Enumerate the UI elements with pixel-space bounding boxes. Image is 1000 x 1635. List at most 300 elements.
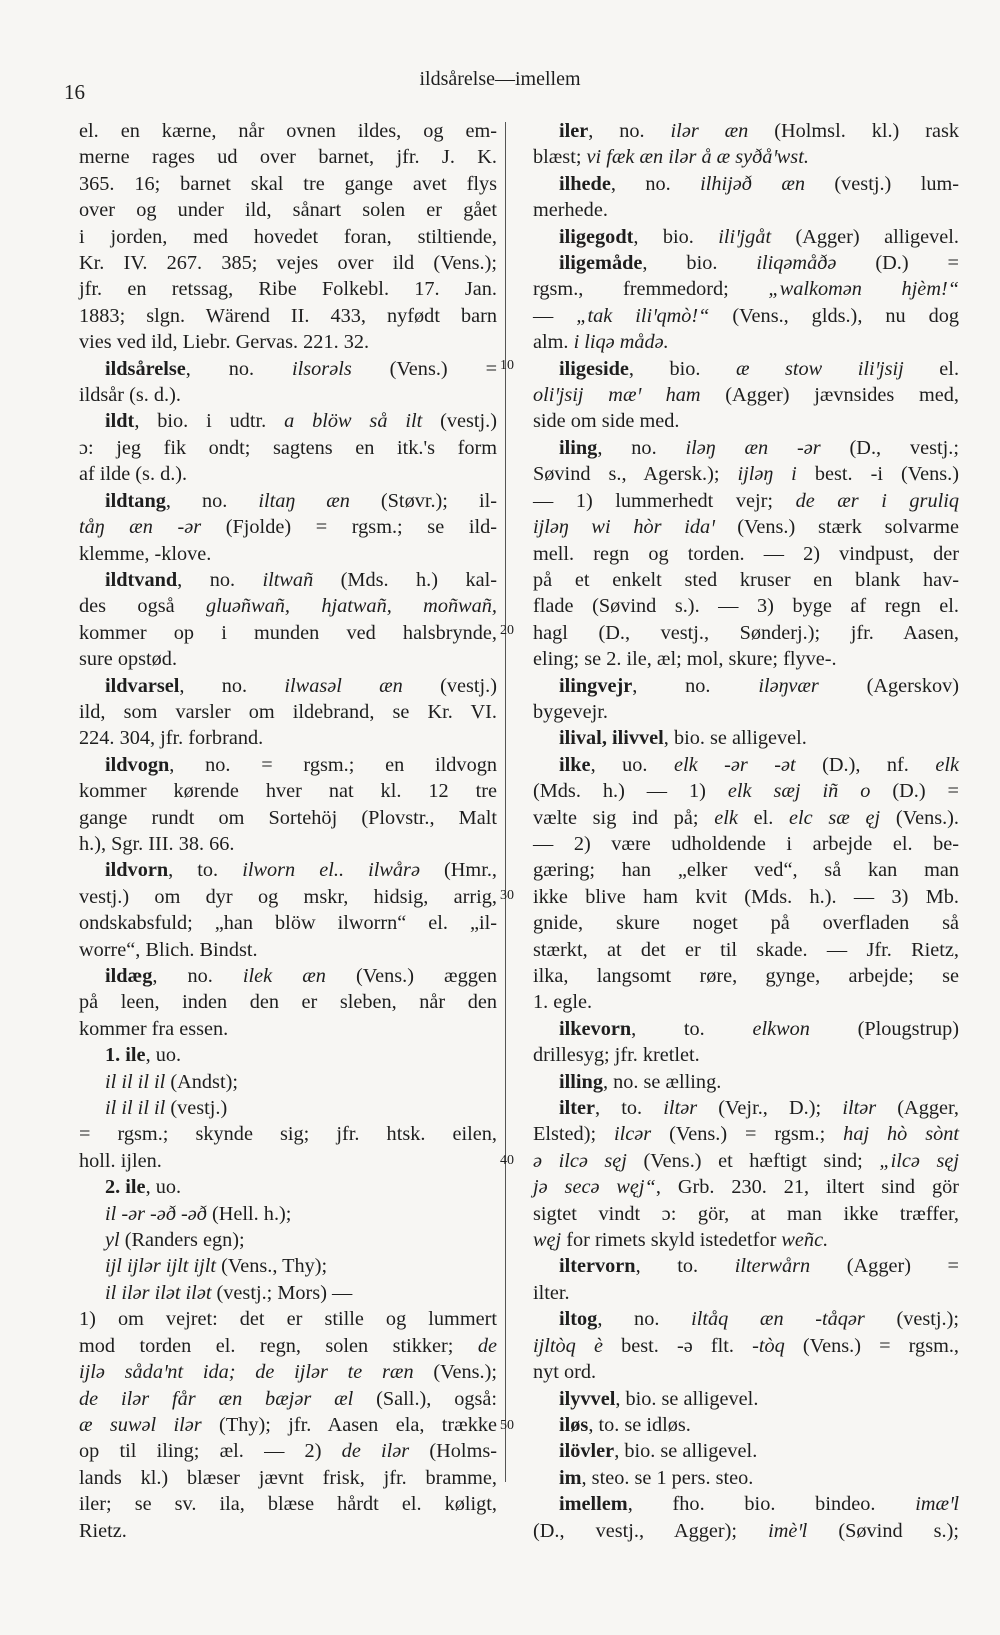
line-text: (Vens.) = rgsm.,	[784, 1334, 959, 1357]
line-text: for rimets skyld istedetfor	[561, 1229, 782, 1252]
line-text: 1883; slgn. Wärend II. 433, nyfødt barn	[79, 304, 497, 327]
text-line	[533, 1438, 959, 1464]
text-line	[79, 1306, 497, 1332]
text-line	[79, 805, 497, 831]
line-text: , no.	[185, 357, 292, 380]
text-line	[533, 778, 959, 804]
line-text: i jorden, med hovedet foran, stiltiende,	[79, 225, 497, 248]
line-text: , to. se idløs.	[588, 1413, 691, 1436]
text-line	[533, 673, 959, 699]
headword: iltervorn	[559, 1255, 636, 1278]
headword: ilkevorn	[559, 1017, 632, 1040]
line-text: , no.	[152, 965, 243, 987]
line-text: side om side med.	[533, 410, 680, 433]
dialect-form: a blöw så ilt	[284, 410, 423, 433]
text-line	[533, 884, 959, 910]
dialect-form: de	[477, 1334, 497, 1357]
text-line	[79, 171, 497, 197]
line-text: ɔ: jeg fik ondt; sagtens en itk.'s form	[79, 436, 497, 459]
text-line	[533, 514, 959, 540]
text-line	[79, 250, 497, 276]
line-text: el. en kærne, når ovnen ildes, og em-	[79, 120, 497, 142]
dialect-form: oliꞌjsij mæꞌ ham	[533, 384, 701, 407]
dialect-form: haj hò sònt	[843, 1123, 959, 1146]
line-text: 224. 304, jfr. forbrand.	[79, 727, 264, 750]
line-text: mod torden el. regn, solen stikker;	[79, 1334, 478, 1357]
line-text: (Vens.) et hæftigt sind;	[626, 1149, 880, 1172]
line-text: holl. ijlen.	[79, 1149, 162, 1172]
headword: iler	[559, 120, 589, 142]
dialect-form: elkwon	[752, 1017, 810, 1040]
line-text: —	[533, 304, 577, 327]
line-text: (Agger) alligevel.	[771, 225, 960, 248]
text-line	[79, 1227, 497, 1253]
line-text: ondskabsfuld; „han blöw ilworrn“ el. „il-	[79, 912, 497, 935]
text-line	[79, 1518, 497, 1544]
headword: ilter	[559, 1097, 596, 1120]
headword: iltog	[559, 1308, 598, 1331]
headword: ildvogn	[105, 753, 170, 776]
line-text: , bio. se alligevel.	[615, 1387, 759, 1410]
text-line	[533, 963, 959, 989]
text-line	[533, 435, 959, 461]
line-text: 1) om vejret: det er stille og lummert	[79, 1308, 497, 1331]
text-line	[79, 276, 497, 302]
line-text: (Vens.).	[880, 806, 959, 829]
line-text: (Støvr.); il-	[349, 489, 497, 512]
text-line	[533, 699, 959, 725]
line-text: (Mds. h.) — 1)	[533, 780, 728, 803]
text-line	[533, 1253, 959, 1279]
line-text: ilka, langsomt røre, gynge, arbejde; se	[533, 965, 959, 987]
text-line	[533, 1518, 959, 1544]
line-text: (Vens., Thy);	[216, 1255, 328, 1278]
line-text: (D.) =	[836, 252, 959, 275]
line-number-marker: 50	[500, 1418, 514, 1433]
dialect-form: æ suwəl ilər	[79, 1413, 202, 1436]
headword: ildt	[105, 410, 135, 433]
line-text: alm.	[533, 331, 574, 354]
line-text: , to.	[635, 1255, 735, 1278]
line-text: vælte sig ind på;	[533, 806, 715, 829]
text-line	[79, 435, 497, 461]
text-line	[79, 1174, 497, 1200]
text-line	[79, 1465, 497, 1491]
text-line	[79, 1148, 497, 1174]
text-line	[533, 1227, 959, 1253]
dialect-form: de ilər får æn bæjər æl	[79, 1387, 354, 1410]
dialect-form: ijlə sådaꞌnt ida; de ijlər te ræn	[79, 1361, 414, 1384]
line-text: Søvind s., Agersk.);	[533, 463, 738, 486]
line-text: , no.	[177, 568, 263, 591]
line-text: på et enkelt sted kruser en blank hav-	[533, 568, 959, 591]
text-line	[79, 461, 497, 487]
line-text: , steo. se 1 pers. steo.	[581, 1466, 754, 1489]
text-line	[533, 1174, 959, 1200]
line-text: bygevejr.	[533, 700, 608, 723]
line-text: klemme, -klove.	[79, 542, 212, 565]
line-number-marker: 30	[500, 888, 514, 903]
dialect-form: iltaŋ æn	[258, 489, 350, 512]
text-line	[79, 329, 497, 355]
text-line	[79, 752, 497, 778]
line-text: kommer kørende hver nat kl. 12 tre	[79, 780, 497, 803]
line-text: (Mds. h.) kal-	[313, 568, 497, 591]
line-text: = rgsm.; skynde sig; jfr. htsk. eilen,	[79, 1123, 497, 1146]
dialect-form: il -ər -əð -əð	[105, 1202, 207, 1225]
dialect-form: ijl ijlər ijlt ijlt	[105, 1255, 216, 1278]
line-text: , no.	[588, 120, 671, 142]
line-number-marker: 40	[500, 1153, 514, 1168]
line-text: , no. se ælling.	[602, 1070, 722, 1093]
text-line	[79, 1016, 497, 1042]
line-text: des også	[79, 595, 207, 618]
dialect-form: jə secə węj“	[533, 1176, 656, 1199]
line-text: (Vens., glds.), nu dog	[709, 304, 959, 327]
headword: ildvarsel	[105, 674, 180, 697]
text-line	[533, 461, 959, 487]
dialect-form: elk sæj iñ o	[727, 780, 871, 803]
line-text: (D.), nf.	[795, 753, 936, 776]
text-line	[79, 197, 497, 223]
headword: ildsårelse	[105, 357, 186, 380]
line-text: (Andst);	[165, 1070, 238, 1093]
line-text: sigtet vindt ɔ: gör, at man ikke træffer,	[533, 1202, 959, 1225]
line-text: (Agger) jævnsides med,	[700, 384, 959, 407]
dialect-form: ijləŋ wi hòr idaꞌ	[533, 516, 715, 539]
text-line	[533, 144, 959, 170]
headword: iligeside	[559, 357, 629, 380]
headword: 1. ile	[105, 1044, 146, 1067]
line-text: (vestj.)	[165, 1097, 228, 1120]
text-line	[533, 382, 959, 408]
text-line	[533, 1491, 959, 1517]
line-number-marker: 20	[500, 623, 514, 638]
line-text: (Vens.) =	[351, 357, 498, 380]
dialect-form: ilcər	[614, 1123, 652, 1146]
text-line	[79, 593, 497, 619]
text-line	[533, 567, 959, 593]
text-line	[533, 1412, 959, 1438]
dialect-form: gluəñwañ, hjatwañ, moñwañ,	[206, 595, 497, 618]
line-text: 1. egle.	[533, 991, 593, 1014]
text-line	[533, 408, 959, 434]
line-text: , uo.	[145, 1176, 182, 1199]
text-line	[533, 488, 959, 514]
text-line	[79, 1121, 497, 1147]
dialect-form: de ilər	[341, 1440, 410, 1463]
line-text: (vestj.; Mors) —	[211, 1281, 353, 1304]
line-text: sure opstød.	[79, 648, 178, 671]
line-text: rgsm., fremmedord;	[533, 278, 769, 301]
dialect-form: elk -ər -ət	[673, 753, 796, 776]
text-line	[79, 910, 497, 936]
line-text: , no. = rgsm.; en ildvogn	[169, 753, 497, 776]
line-text: ild, som varsler om ildebrand, se Kr. VI.	[79, 700, 497, 723]
dialect-form: il il il il	[105, 1070, 166, 1093]
text-line	[79, 963, 497, 989]
line-text: , bio. se alligevel.	[663, 727, 807, 750]
line-text: (Holmsl. kl.) rask	[748, 120, 960, 142]
line-text: , bio. se alligevel.	[614, 1440, 758, 1463]
headword: iling	[559, 436, 598, 459]
dialect-form: „tak iliꞌqmò!“	[576, 304, 710, 327]
text-line	[533, 937, 959, 963]
headword: ildæg	[105, 965, 153, 987]
dialect-form: ilterwårn	[734, 1255, 811, 1278]
line-text: iler; se sv. ila, blæse hårdt el. køligt,	[79, 1493, 497, 1516]
text-line	[79, 514, 497, 540]
line-text: merne rages ud over barnet, jfr. J. K.	[79, 146, 497, 169]
line-text: worre“, Blich. Bindst.	[79, 938, 258, 961]
dialect-form: iltər	[842, 1097, 877, 1120]
text-line	[79, 857, 497, 883]
line-text: — 2) være udholdende i arbejde el. be-	[533, 832, 959, 855]
dialect-form: il ilər ilət ilət	[105, 1281, 212, 1304]
line-text: flade (Søvind s.). — 3) byge af regn el.	[533, 595, 959, 618]
dialect-form: ilek æn	[242, 965, 326, 987]
dialect-form: elk	[935, 753, 959, 776]
line-text: op til iling; æl. — 2)	[79, 1440, 342, 1463]
dialect-form: i liqə mådə.	[573, 331, 669, 354]
line-text: , to.	[595, 1097, 664, 1120]
line-text: på leen, inden den er sleben, når den	[79, 991, 497, 1014]
headword: ilyvvel	[559, 1387, 616, 1410]
text-line	[79, 778, 497, 804]
line-text: (vestj.)	[402, 674, 498, 697]
dialect-form: iliꞌjgåt	[718, 225, 772, 248]
line-text: (Vejr., D.);	[697, 1097, 843, 1120]
dialect-form: ilsorəls	[292, 357, 352, 380]
text-line	[533, 1016, 959, 1042]
dialect-form: „walkomən hjèm!“	[768, 278, 959, 301]
text-line	[533, 224, 959, 250]
headword: ildvorn	[105, 859, 169, 882]
line-text: gæring; han „elker ved“, så kan man	[533, 859, 959, 882]
text-line	[533, 1148, 959, 1174]
dialect-form: -tòq	[752, 1334, 785, 1357]
text-line	[79, 1095, 497, 1121]
line-text: best. -ə flt.	[602, 1334, 753, 1357]
line-text: drillesyg; jfr. kretlet.	[533, 1044, 700, 1067]
headword: ilövler	[559, 1440, 615, 1463]
dialect-form: ilworn el.. ilwårə	[242, 859, 420, 882]
headword: 2. ile	[105, 1176, 146, 1199]
text-line	[533, 171, 959, 197]
text-line	[533, 857, 959, 883]
line-text: ildsår (s. d.).	[79, 384, 181, 407]
text-line	[79, 673, 497, 699]
text-line	[533, 831, 959, 857]
text-line	[79, 989, 497, 1015]
line-text: (Vens.) = rgsm.;	[651, 1123, 844, 1146]
text-line	[533, 250, 959, 276]
line-text: (Thy); jfr. Aasen ela, trække	[201, 1413, 497, 1436]
line-text: , bio. i udtr.	[134, 410, 285, 433]
dialect-form: iləŋ æn -ər	[685, 436, 821, 459]
line-text: (vestj.) lum-	[805, 172, 960, 195]
text-line	[79, 620, 497, 646]
line-text: af ilde (s. d.).	[79, 463, 188, 486]
text-line	[79, 303, 497, 329]
text-line	[533, 620, 959, 646]
dialect-form: iləŋvær	[758, 674, 819, 697]
line-text: , no.	[179, 674, 285, 697]
dialect-form: iltər	[663, 1097, 698, 1120]
text-line	[533, 118, 959, 144]
text-line	[79, 118, 497, 144]
text-line	[533, 1280, 959, 1306]
line-text: (Holms-	[409, 1440, 497, 1463]
dialect-form: iltåq æn -tåqər	[691, 1308, 865, 1331]
dialect-form: tåŋ æn -ər	[79, 516, 202, 539]
line-text: kommer op i munden ved halsbrynde,	[79, 621, 497, 644]
dialect-form: węj	[533, 1229, 562, 1252]
line-text: — 1) lummerhedt vejr;	[533, 489, 796, 512]
dialect-form: de ær i gruliq	[795, 489, 960, 512]
text-line	[79, 1069, 497, 1095]
text-line	[533, 1386, 959, 1412]
text-line	[533, 646, 959, 672]
line-text: el.	[737, 806, 790, 829]
line-text: Elsted);	[533, 1123, 614, 1146]
headword: iløs	[559, 1413, 589, 1436]
dialect-form: elc sæ ęj	[789, 806, 881, 829]
text-line	[533, 910, 959, 936]
text-line	[533, 1306, 959, 1332]
dialect-form: elk	[714, 806, 738, 829]
line-text: , no.	[597, 1308, 692, 1331]
text-line	[79, 1412, 497, 1438]
line-text: mell. regn og torden. — 2) vindpust, der	[533, 542, 959, 565]
dialect-form: ilwasəl æn	[284, 674, 403, 697]
dialect-form: yl	[105, 1229, 120, 1252]
line-text: best. -i (Vens.)	[796, 463, 960, 486]
dialect-form: weñc.	[781, 1229, 829, 1252]
text-line	[533, 541, 959, 567]
text-line	[79, 937, 497, 963]
line-text: (D.) =	[870, 780, 959, 803]
line-text: (Agerskov)	[818, 674, 959, 697]
column-divider	[505, 122, 506, 1482]
text-line	[533, 1042, 959, 1068]
line-text: (D., vestj., Agger);	[533, 1519, 769, 1542]
line-text: merhede.	[533, 199, 608, 222]
text-line	[79, 382, 497, 408]
line-text: , bio.	[642, 252, 757, 275]
dialect-form: „ilcə sęj	[879, 1149, 959, 1172]
right-column	[533, 118, 959, 1544]
text-line	[533, 1465, 959, 1491]
text-line	[79, 1438, 497, 1464]
line-text: (Vens.);	[413, 1361, 497, 1384]
line-text: (vestj.);	[864, 1308, 959, 1331]
headword: im	[559, 1466, 582, 1489]
line-text: (vestj.)	[422, 410, 498, 433]
line-text: , no.	[610, 172, 701, 195]
left-column	[79, 118, 497, 1544]
headword: ildtvand	[105, 568, 178, 591]
line-text: , Grb. 230. 21, iltert sind gör	[655, 1176, 959, 1199]
headword: ilhede	[559, 172, 611, 195]
line-text: ikke blive ham kvit (Mds. h.). — 3) Mb.	[533, 885, 959, 908]
text-line	[533, 725, 959, 751]
headword: ilingvejr	[559, 674, 633, 697]
dialect-form: ilər æn	[670, 120, 749, 142]
text-line	[533, 303, 959, 329]
line-text: ilter.	[533, 1281, 570, 1304]
text-line	[533, 805, 959, 831]
text-line	[533, 1359, 959, 1385]
headword: illing	[559, 1070, 603, 1093]
line-text: (Plougstrup)	[809, 1017, 959, 1040]
text-line	[79, 725, 497, 751]
dialect-form: imèꞌl	[768, 1519, 808, 1542]
line-text: (Agger) =	[810, 1255, 959, 1278]
line-text: , no.	[632, 674, 759, 697]
line-text: hagl (D., vestj., Sønderj.); jfr. Aasen,	[533, 621, 959, 644]
line-text: (Agger,	[876, 1097, 959, 1120]
line-text: (Vens.) stærk solvarme	[714, 516, 959, 539]
line-text: (Søvind s.);	[807, 1519, 959, 1542]
text-line	[79, 884, 497, 910]
line-text: (Sall.), også:	[353, 1387, 497, 1410]
line-text: vies ved ild, Liebr. Gervas. 221. 32.	[79, 331, 370, 354]
page-number: 16	[64, 80, 85, 104]
text-line	[533, 276, 959, 302]
text-line	[79, 488, 497, 514]
dialect-form: vi fæk æn ilər å æ syðåꞌwst.	[586, 146, 809, 169]
text-line	[533, 1095, 959, 1121]
line-text: over og under ild, sånart solen er gået	[79, 199, 497, 222]
line-text: 365. 16; barnet skal tre gange avet flys	[79, 172, 497, 195]
line-text: nyt ord.	[533, 1361, 597, 1384]
headword: imellem	[559, 1493, 628, 1516]
line-text: (Fjolde) = rgsm.; se ild-	[201, 516, 497, 539]
headword: iligemåde	[559, 252, 643, 275]
text-line	[79, 646, 497, 672]
headword: ildtang	[105, 489, 166, 512]
line-text: , to.	[631, 1017, 753, 1040]
text-line	[533, 989, 959, 1015]
dialect-form: iliqəmåðə	[756, 252, 837, 275]
text-line	[79, 831, 497, 857]
text-line	[79, 1386, 497, 1412]
line-text: (Hell. h.);	[206, 1202, 292, 1225]
dialect-form: ilhijəð æn	[700, 172, 805, 195]
line-text: h.), Sgr. III. 38. 66.	[79, 832, 235, 855]
text-line	[79, 224, 497, 250]
line-text: lands kl.) blæser jævnt frisk, jfr. bramme,	[79, 1466, 497, 1489]
line-text: kommer fra essen.	[79, 1017, 229, 1040]
dialect-form: iltwañ	[262, 568, 314, 591]
text-line	[79, 1042, 497, 1068]
text-line	[79, 408, 497, 434]
text-line	[79, 1491, 497, 1517]
dialect-form: æ stow iliꞌjsij	[735, 357, 904, 380]
line-text: , fho. bio. bindeo.	[627, 1493, 916, 1516]
line-text: vestj.) om dyr og mskr, hidsig, arrig,	[79, 885, 497, 908]
line-text: , to.	[168, 859, 243, 882]
line-text: , uo.	[590, 753, 674, 776]
text-line	[79, 1359, 497, 1385]
line-text: el.	[903, 357, 960, 380]
line-text: , no.	[165, 489, 259, 512]
line-text: (D., vestj.;	[820, 436, 959, 459]
line-text: Kr. IV. 267. 385; vejes over ild (Vens.);	[79, 252, 497, 275]
line-text: (Vens.) æggen	[325, 965, 498, 987]
line-text: eling; se 2. ile, æl; mol, skure; flyve-.	[533, 648, 837, 671]
